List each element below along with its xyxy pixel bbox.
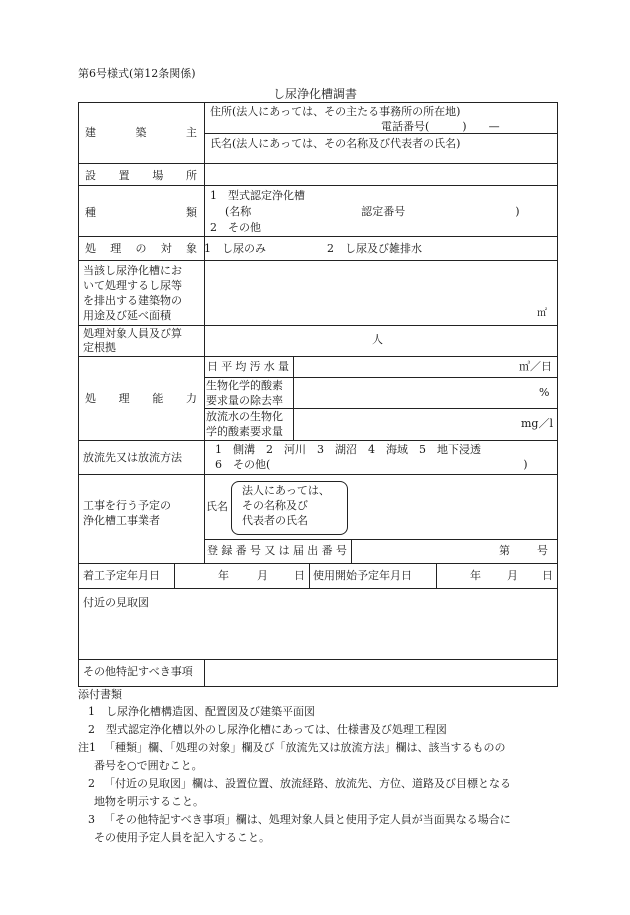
persons-unit: 人 <box>372 333 383 346</box>
other-notes-label: その他特記すべき事項 <box>83 665 193 678</box>
daily-flow-label: 日 平 均 汚 水 量 <box>207 360 289 373</box>
effluent-bod-unit: mg／l <box>521 417 553 430</box>
remark-line: 「その他特記すべき事項」欄は、処理対象人員と使用予定人員が当面異なる場合に <box>104 813 511 826</box>
builder-label: 建 築 主 <box>85 126 197 139</box>
type-option-1-detail: (名称 認定番号 ) <box>225 205 520 218</box>
location-field[interactable] <box>207 166 553 183</box>
discharge-options-2[interactable]: 6 その他( ) <box>215 458 528 471</box>
effluent-bod-label: 放流水の生物化 学的酸素要求量 <box>206 410 283 438</box>
location-label: 設 置 場 所 <box>85 169 197 182</box>
form-table <box>78 102 558 687</box>
type-option-2[interactable]: 2 その他 <box>210 221 261 234</box>
attachment-item: 2 型式認定浄化槽以外のし尿浄化槽にあっては、仕様書及び処理工程図 <box>88 723 447 736</box>
row-divider <box>79 236 557 237</box>
remark-prefix: 2 <box>88 777 95 790</box>
remark-line: 地物を明示すること。 <box>94 795 204 808</box>
target-option-2[interactable]: 2 し尿及び雑排水 <box>327 242 422 255</box>
capacity-label: 処 理 能 力 <box>85 392 197 405</box>
row-divider <box>79 659 557 660</box>
remark-prefix: 注1 <box>78 741 96 754</box>
builder-name-label: 氏名(法人にあっては、その名称及び代表者の氏名) <box>210 137 461 150</box>
map-label: 付近の見取図 <box>83 596 149 609</box>
discharge-label: 放流先又は放流方法 <box>83 451 182 464</box>
row-divider <box>79 356 557 357</box>
column-divider <box>174 563 175 588</box>
document-title: し尿浄化槽調書 <box>272 87 357 101</box>
registration-label: 登 録 番 号 又 は 届 出 番 号 <box>207 544 347 557</box>
area-unit: ㎡ <box>537 308 547 319</box>
type-option-1[interactable]: 1 型式認定浄化槽 <box>210 189 305 202</box>
registration-suffix: 号 <box>537 544 548 557</box>
contractor-name-label: 氏名 <box>206 500 228 513</box>
remark-line: 「付近の見取図」欄は、設置位置、放流経路、放流先、方位、道路及び目標となる <box>104 777 511 790</box>
row-divider <box>79 325 557 326</box>
start-date-year: 年 <box>218 569 229 582</box>
building-use-label: 当該し尿浄化槽にお いて処理するし尿等 を排出する建築物の 用途及び延べ面積 <box>83 264 182 322</box>
row-divider <box>79 163 557 164</box>
contractor-label: 工事を行う予定の 浄化槽工事業者 <box>83 499 171 527</box>
target-label: 処 理 の 対 象 <box>85 242 197 255</box>
form-number: 第6号様式(第12条関係) <box>78 67 196 80</box>
start-date-day: 日 <box>294 569 305 582</box>
row-divider <box>79 185 557 186</box>
row-divider <box>79 588 557 589</box>
discharge-options-1[interactable]: 1 側溝 2 河川 3 湖沼 4 海域 5 地下浸透 <box>215 443 481 456</box>
row-divider <box>79 563 557 564</box>
row-divider <box>79 474 557 475</box>
row-divider <box>79 440 557 441</box>
use-date-day: 日 <box>542 569 553 582</box>
bod-removal-unit: % <box>539 386 550 399</box>
builder-address-label: 住所(法人にあっては、その主たる事務所の所在地) <box>210 105 461 118</box>
remark-prefix: 3 <box>88 813 95 826</box>
bod-removal-label: 生物化学的酸素 要求量の除去率 <box>206 379 283 407</box>
builder-phone-label: 電話番号( ) — <box>381 120 500 133</box>
attachment-item: 1 し尿浄化槽構造図、配置図及び建築平面図 <box>88 705 315 718</box>
registration-prefix: 第 <box>499 544 510 557</box>
column-divider <box>204 440 205 563</box>
column-divider <box>204 659 205 686</box>
remark-line: 番号を○で囲むこと。 <box>94 759 203 772</box>
column-divider <box>309 563 310 588</box>
column-divider <box>436 563 437 588</box>
contractor-name-note: 法人にあっては、 その名称及び 代表者の氏名 <box>242 484 330 527</box>
start-date-month: 月 <box>257 569 268 582</box>
persons-label: 処理対象人員及び算 定根拠 <box>83 327 182 354</box>
remark-line: 「種類」欄、「処理の対象」欄及び「放流先又は放流方法」欄は、該当するものの <box>104 741 506 754</box>
type-label: 種 類 <box>85 206 197 219</box>
column-divider <box>293 356 294 440</box>
start-date-label: 着工予定年月日 <box>83 569 160 582</box>
column-divider <box>204 103 205 440</box>
daily-flow-unit: ㎥／日 <box>519 360 552 373</box>
use-date-month: 月 <box>507 569 518 582</box>
row-divider <box>79 260 557 261</box>
attachments-title: 添付書類 <box>78 688 122 701</box>
remark-line: その使用予定人員を記入すること。 <box>94 831 270 844</box>
use-date-year: 年 <box>470 569 481 582</box>
target-option-1[interactable]: 1 し尿のみ <box>204 242 266 255</box>
column-divider <box>351 539 352 563</box>
use-start-date-label: 使用開始予定年月日 <box>313 569 412 582</box>
row-divider <box>204 539 557 540</box>
